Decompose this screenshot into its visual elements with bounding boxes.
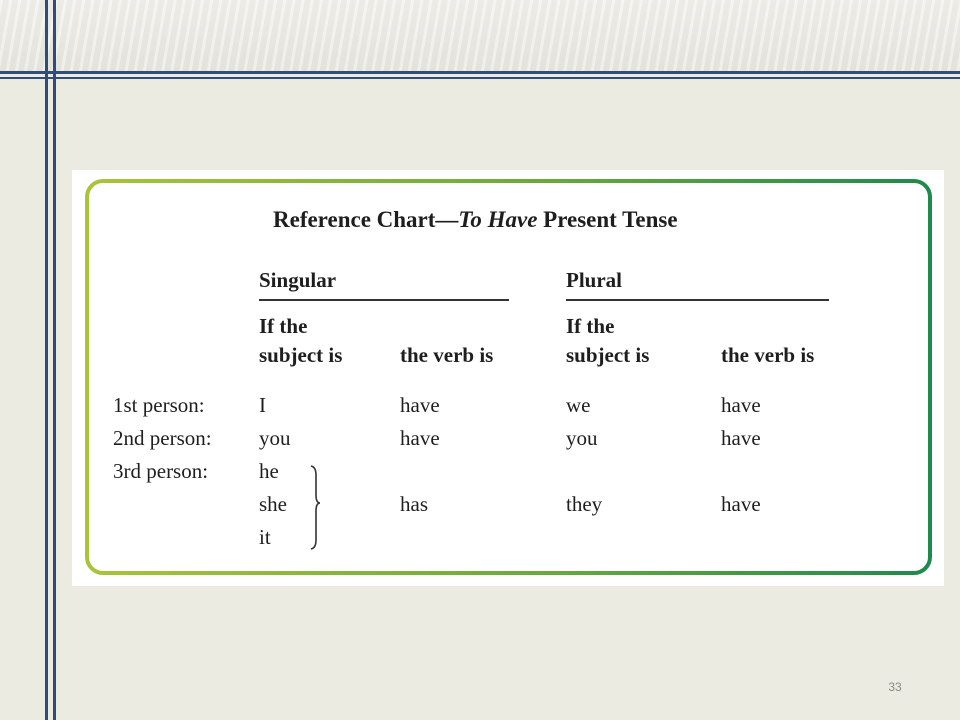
header-divider-line-thin	[0, 77, 960, 79]
plural-subject-header-line2: subject is	[566, 343, 650, 367]
row-2-singular-verb: have	[400, 426, 440, 450]
row-1-plural-subject: we	[566, 393, 591, 417]
row-3-singular-subject-it: it	[259, 525, 271, 549]
reference-chart	[72, 170, 944, 586]
singular-verb-header: the verb is	[400, 343, 494, 367]
row-2-plural-verb: have	[721, 426, 761, 450]
row-1-singular-verb: have	[400, 393, 440, 417]
plural-subject-header-line1: If the	[566, 314, 615, 338]
singular-header: Singular	[259, 268, 337, 292]
plural-verb-header: the verb is	[721, 343, 815, 367]
row-2-person: 2nd person:	[113, 426, 212, 450]
row-3-person: 3rd person:	[113, 459, 209, 483]
row-3-singular-verb: has	[400, 492, 428, 516]
left-border-line	[45, 0, 48, 720]
singular-subject-header-line1: If the	[259, 314, 308, 338]
row-1-person: 1st person:	[113, 393, 205, 417]
row-1-singular-subject: I	[259, 393, 266, 417]
row-3-singular-subject-he: he	[259, 459, 279, 483]
header-divider-line	[0, 71, 960, 74]
row-3-plural-subject: they	[566, 492, 603, 516]
singular-subject-header-line2: subject is	[259, 343, 343, 367]
left-border-line-inner	[53, 0, 56, 720]
chart-border	[87, 181, 930, 573]
singular-header-rule	[259, 299, 509, 301]
slide-header-band	[0, 0, 960, 72]
row-2-singular-subject: you	[259, 426, 291, 450]
third-person-brace	[311, 466, 320, 549]
page-number: 33	[888, 680, 902, 694]
row-3-singular-subject-she: she	[259, 492, 287, 516]
row-2-plural-subject: you	[566, 426, 598, 450]
plural-header-rule	[566, 299, 829, 301]
row-3-plural-verb: have	[721, 492, 761, 516]
row-1-plural-verb: have	[721, 393, 761, 417]
chart-title: Reference Chart—To Have Present Tense	[273, 207, 678, 232]
plural-header: Plural	[566, 268, 622, 292]
chart-frame	[72, 170, 944, 586]
